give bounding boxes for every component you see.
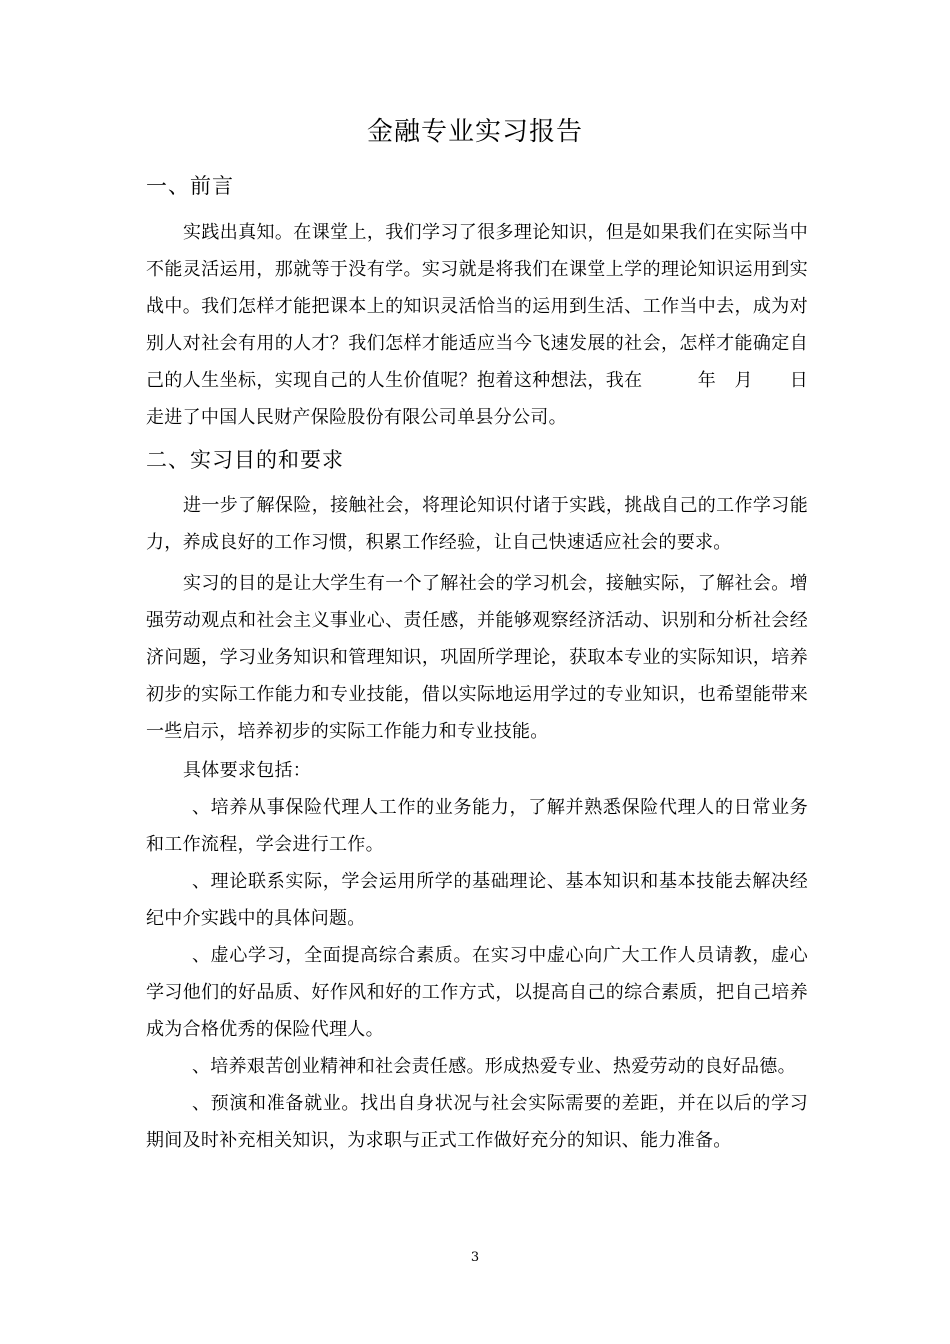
preface-paragraph: 实践出真知。在课堂上，我们学习了很多理论知识，但是如果我们在实际当中不能灵活运用，那就等于没有学。实习就是将我们在课堂上学的理论知识运用到实战中。我们怎样才能把课本上的知识灵活恰当的运用到生活、工作当中去，成为对别人对社会有用的人才？我们怎样才能适应当今飞速发展的社会，怎样才能确定自己的人生坐标，实现自己的人生价值呢？抱着这种想法，我在 年 月 日走进了中国人民财产保险股份有限公司单县分公司。: [146, 222, 808, 428]
requirement-item-3: 、虚心学习，全面提高综合素质。在实习中虚心向广大工作人员请教，虚心学习他们的好品质、好作风和好的工作方式，以提高自己的综合素质，把自己培养成为合格优秀的保险代理人。: [146, 945, 808, 1040]
requirements-intro: 具体要求包括：: [183, 760, 312, 781]
requirement-item-5: 、预演和准备就业。找出自身状况与社会实际需要的差距，并在以后的学习期间及时补充相关知识，为求职与正式工作做好充分的知识、能力准备。: [146, 1093, 808, 1151]
purpose-paragraph-2: 实习的目的是让大学生有一个了解社会的学习机会，接触实际，了解社会。增强劳动观点和社会主义事业心、责任感，并能够观察经济活动、识别和分析社会经济问题，学习业务知识和管理知识，巩固所学理论，获取本专业的实际知识，培养初步的实际工作能力和专业技能，借以实际地运用学过的专业知识，也希望能带来一些启示，培养初步的实际工作能力和专业技能。: [146, 573, 808, 742]
document-title: 金融专业实习报告: [366, 117, 583, 147]
page-number: 3: [470, 1250, 480, 1265]
section-heading-preface: 一、前言: [146, 174, 234, 198]
requirement-item-4: 、培养艰苦创业精神和社会责任感。形成热爱专业、热爱劳动的良好品德。: [192, 1056, 796, 1077]
requirement-item-2: 、理论联系实际，学会运用所学的基础理论、基本知识和基本技能去解决经纪中介实践中的具体问题。: [146, 871, 808, 929]
section-heading-purpose: 二、实习目的和要求: [146, 448, 344, 472]
purpose-paragraph-1: 进一步了解保险，接触社会，将理论知识付诸于实践，挑战自己的工作学习能力，养成良好的工作习惯，积累工作经验，让自己快速适应社会的要求。: [146, 495, 808, 553]
requirement-item-1: 、培养从事保险代理人工作的业务能力，了解并熟悉保险代理人的日常业务和工作流程，学会进行工作。: [146, 797, 808, 855]
